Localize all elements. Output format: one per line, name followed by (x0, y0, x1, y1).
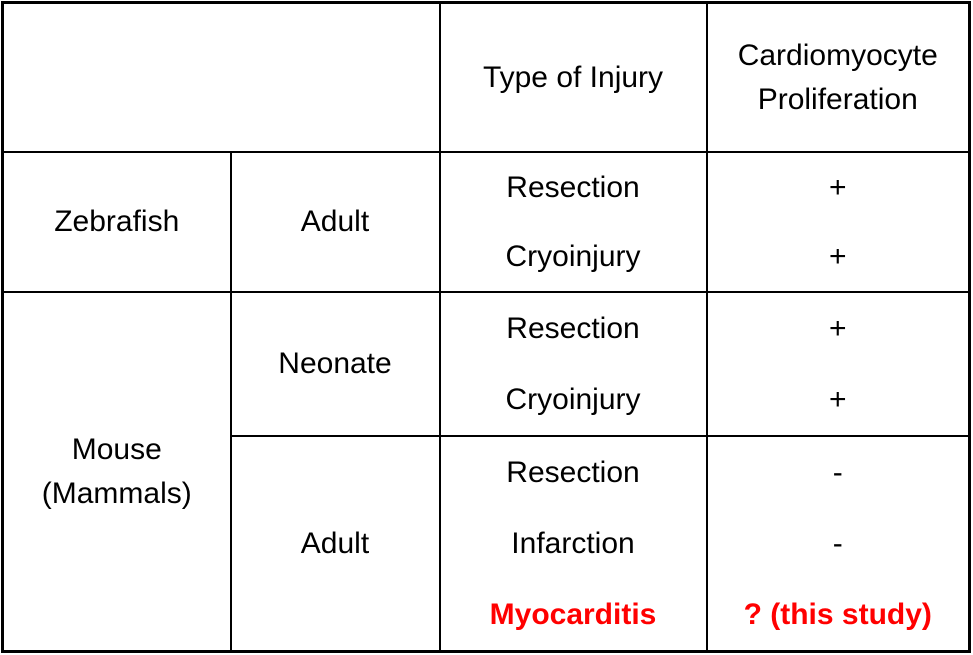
table-header-row (3, 3, 970, 153)
injury-cell: Cryoinjury (440, 364, 707, 436)
header-type-of-injury: Type of Injury (440, 3, 707, 153)
injury-cell: Resection (440, 292, 707, 364)
proliferation-cell: + (707, 364, 970, 436)
proliferation-cell: - (707, 436, 970, 508)
proliferation-cell-this-study: ? (this study) (707, 579, 970, 652)
table-row (3, 292, 970, 364)
species-zebrafish-cell: Zebrafish (3, 152, 231, 292)
proliferation-cell: + (707, 292, 970, 364)
proliferation-cell: + (707, 222, 970, 292)
injury-cell: Infarction (440, 508, 707, 579)
injury-cell: Cryoinjury (440, 222, 707, 292)
proliferation-cell: + (707, 152, 970, 222)
injury-cell: Resection (440, 436, 707, 508)
table-row (3, 152, 970, 222)
age-mouse-neonate-cell: Neonate (231, 292, 440, 436)
age-mouse-adult-cell: Adult (231, 436, 440, 652)
header-cardiomyocyte-proliferation: Cardiomyocyte Proliferation (707, 3, 970, 153)
age-zebrafish-adult-cell: Adult (231, 152, 440, 292)
comparison-table (1, 1, 971, 653)
proliferation-cell: - (707, 508, 970, 579)
species-mouse-cell: Mouse (Mammals) (3, 292, 231, 652)
injury-cell-myocarditis: Myocarditis (440, 579, 707, 652)
header-empty-cell (3, 3, 440, 153)
injury-cell: Resection (440, 152, 707, 222)
